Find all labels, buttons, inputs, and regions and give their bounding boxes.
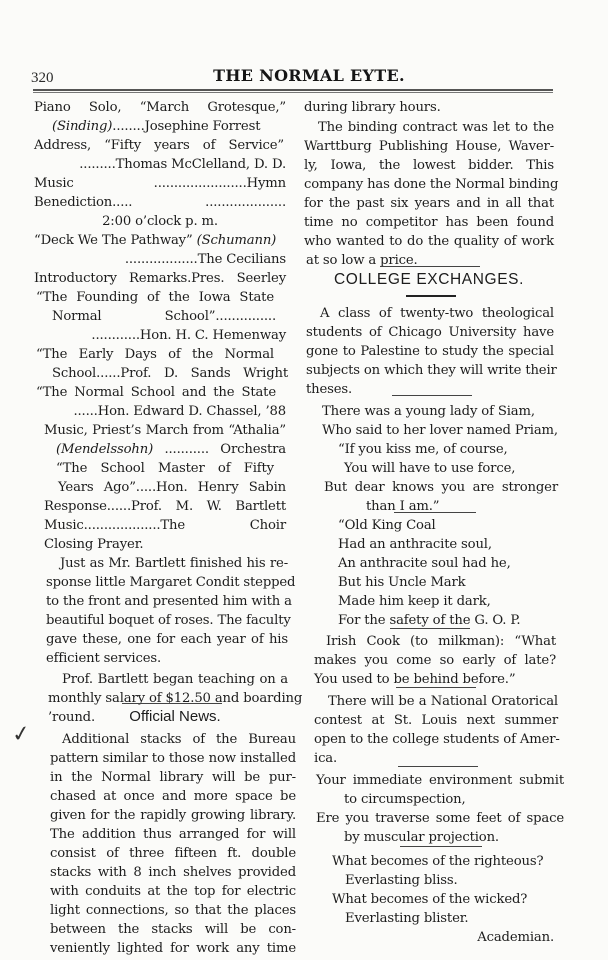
composer: (Mendelssohn) bbox=[56, 442, 154, 457]
section-heading-college-exchanges: COLLEGE EXCHANGES. bbox=[334, 271, 524, 288]
paragraph-line: Warttburg Publishing House, Waver- bbox=[304, 139, 554, 154]
program-line: “The Founding of the Iowa State bbox=[36, 290, 274, 305]
program-line: Address, “Fifty years of Service” bbox=[34, 138, 284, 153]
program-line: “The School Master of Fifty bbox=[56, 461, 274, 476]
page-number: 320 bbox=[31, 70, 54, 86]
news-line: The addition thus arranged for will bbox=[50, 827, 296, 842]
verse-line: What becomes of the righteous? bbox=[332, 854, 544, 869]
verse-line: Your immediate environment submit bbox=[316, 773, 564, 788]
program-line: ............Hon. H. C. Hemenway bbox=[91, 328, 286, 343]
verse-line: There was a young lady of Siam, bbox=[322, 404, 535, 419]
program-line: Closing Prayer. bbox=[44, 537, 144, 552]
paragraph-line: Just as Mr. Bartlett finished his re- bbox=[60, 556, 288, 571]
program-line: Benediction..... .................... bbox=[34, 195, 286, 210]
program-line: Normal School”............... bbox=[52, 309, 276, 324]
verse-line: You will have to use force, bbox=[344, 461, 516, 476]
section-rule bbox=[122, 703, 222, 704]
section-rule bbox=[406, 295, 456, 297]
divider-rule bbox=[398, 766, 478, 767]
section-heading-official-news: Official News. bbox=[129, 708, 221, 725]
news-line: with conduits at the top for electric bbox=[50, 884, 296, 899]
paragraph-line: open to the college students of Amer- bbox=[314, 732, 560, 747]
program-line: Years Ago”.....Hon. Henry Sabin bbox=[58, 480, 286, 495]
check-mark-icon: ✓ bbox=[10, 720, 33, 749]
paragraph-line: sponse little Margaret Condit stepped bbox=[46, 575, 296, 590]
divider-rule bbox=[400, 846, 482, 847]
paragraph-line: beautiful boquet of roses. The faculty bbox=[46, 613, 291, 628]
paragraph-line: gave these, one for each year of his bbox=[46, 632, 288, 647]
news-line: consist of three fifteen ft. double bbox=[50, 846, 296, 861]
news-line: stacks with 8 inch shelves provided bbox=[50, 865, 296, 880]
verse-line: What becomes of the wicked? bbox=[332, 892, 528, 907]
program-line: Music .......................Hymn bbox=[34, 176, 286, 191]
paragraph-line: efficient services. bbox=[46, 651, 162, 666]
paragraph-line: gone to Palestine to study the special bbox=[306, 344, 554, 359]
verse-line: An anthracite soul had he, bbox=[338, 556, 511, 571]
verse-line: Ere you traverse some feet of space bbox=[316, 811, 564, 826]
paragraph-line: subjects on which they will write their bbox=[306, 363, 557, 378]
paragraph-line: ’round. bbox=[48, 710, 96, 725]
news-line: pattern similar to those now installed bbox=[50, 751, 296, 766]
program-line: Response......Prof. M. W. Bartlett bbox=[44, 499, 286, 514]
paragraph-line: time no competitor has been found bbox=[304, 215, 554, 230]
verse-line: Made him keep it dark, bbox=[338, 594, 491, 609]
composer: (Schumann) bbox=[196, 233, 277, 248]
attribution: Academian. bbox=[477, 930, 554, 945]
paragraph-line: A class of twenty-two theological bbox=[320, 306, 554, 321]
paragraph-line: for the past six years and in all that bbox=[304, 196, 554, 211]
paragraph-line: ica. bbox=[314, 751, 338, 766]
verse-line: “Old King Coal bbox=[338, 518, 436, 533]
header-double-rule bbox=[33, 89, 553, 93]
paragraph-line: theses. bbox=[306, 382, 353, 397]
divider-rule bbox=[392, 395, 472, 396]
running-title: THE NORMAL EYTE. bbox=[213, 66, 405, 85]
news-line: between the stacks will be con- bbox=[50, 922, 296, 937]
program-line: ......Hon. Edward D. Chassel, ’88 bbox=[73, 404, 286, 419]
program-line: .........Thomas McClelland, D. D. bbox=[79, 157, 286, 172]
program-line: 2:00 o’clock p. m. bbox=[102, 214, 218, 229]
paragraph-line: Irish Cook (to milkman): “What bbox=[326, 634, 556, 649]
program-line: Music, Priest’s March from “Athalia” bbox=[44, 423, 286, 438]
verse-line: For the safety of the G. O. P. bbox=[338, 613, 521, 628]
verse-line: to circumspection, bbox=[344, 792, 466, 807]
paragraph-line: ly, Iowa, the lowest bidder. This bbox=[304, 158, 554, 173]
verse-line: Had an anthracite soul, bbox=[338, 537, 492, 552]
paragraph-line: makes you come so early of late? bbox=[314, 653, 556, 668]
program-line: “The Normal School and the State bbox=[36, 385, 276, 400]
program-line: School......Prof. D. Sands Wright bbox=[52, 366, 288, 381]
program-line: Piano Solo, “March Grotesque,” bbox=[34, 100, 286, 115]
verse-line: Everlasting bliss. bbox=[345, 873, 458, 888]
program-line: “The Early Days of the Normal bbox=[36, 347, 274, 362]
verse-line: by muscular projection. bbox=[344, 830, 499, 845]
continuation-line: during library hours. bbox=[304, 100, 441, 115]
paragraph-line: You used to be behind before.” bbox=[314, 672, 516, 687]
verse-line: “If you kiss me, of course, bbox=[338, 442, 508, 457]
paragraph-line: Prof. Bartlett began teaching on a bbox=[62, 672, 288, 687]
paragraph-line: monthly salary of $12.50 and boarding bbox=[48, 691, 303, 706]
paragraph-line: The binding contract was let to the bbox=[318, 120, 554, 135]
program-line: “Deck We The Pathway” (Schumann) bbox=[34, 233, 277, 248]
verse-line: But his Uncle Mark bbox=[338, 575, 466, 590]
program-line: (Sinding)........Josephine Forrest bbox=[52, 119, 261, 134]
section-rule bbox=[380, 266, 480, 267]
news-line: given for the rapidly growing library. bbox=[50, 808, 296, 823]
paragraph-line: students of Chicago University have bbox=[306, 325, 554, 340]
divider-rule bbox=[390, 628, 470, 629]
paragraph-line: contest at St. Louis next summer bbox=[314, 713, 558, 728]
news-line: Additional stacks of the Bureau bbox=[62, 732, 296, 747]
news-line: light connections, so that the places bbox=[50, 903, 296, 918]
news-line: chased at once and more space be bbox=[50, 789, 296, 804]
news-line: veniently lighted for work any time bbox=[50, 941, 296, 956]
verse-line: Everlasting blister. bbox=[345, 911, 469, 926]
composer: (Sinding) bbox=[52, 119, 113, 134]
verse-line: Who said to her lover named Priam, bbox=[322, 423, 558, 438]
paragraph-line: at so low a price. bbox=[306, 253, 418, 268]
paragraph-line: company has done the Normal binding bbox=[304, 177, 559, 192]
divider-rule bbox=[394, 512, 476, 513]
verse-line: But dear knows you are stronger bbox=[324, 480, 558, 495]
divider-rule bbox=[396, 687, 476, 688]
verse-line: than I am.” bbox=[366, 499, 440, 514]
paragraph-line: to the front and presented him with a bbox=[46, 594, 292, 609]
paragraph-line: who wanted to do the quality of work bbox=[304, 234, 554, 249]
program-line: (Mendelssohn) ........... Orchestra bbox=[56, 442, 286, 457]
news-line: in the Normal library will be pur- bbox=[50, 770, 296, 785]
program-line: Music...................The Choir bbox=[44, 518, 286, 533]
program-line: ..................The Cecilians bbox=[124, 252, 286, 267]
paragraph-line: There will be a National Oratorical bbox=[328, 694, 558, 709]
program-line: Introductory Remarks.Pres. Seerley bbox=[34, 271, 286, 286]
